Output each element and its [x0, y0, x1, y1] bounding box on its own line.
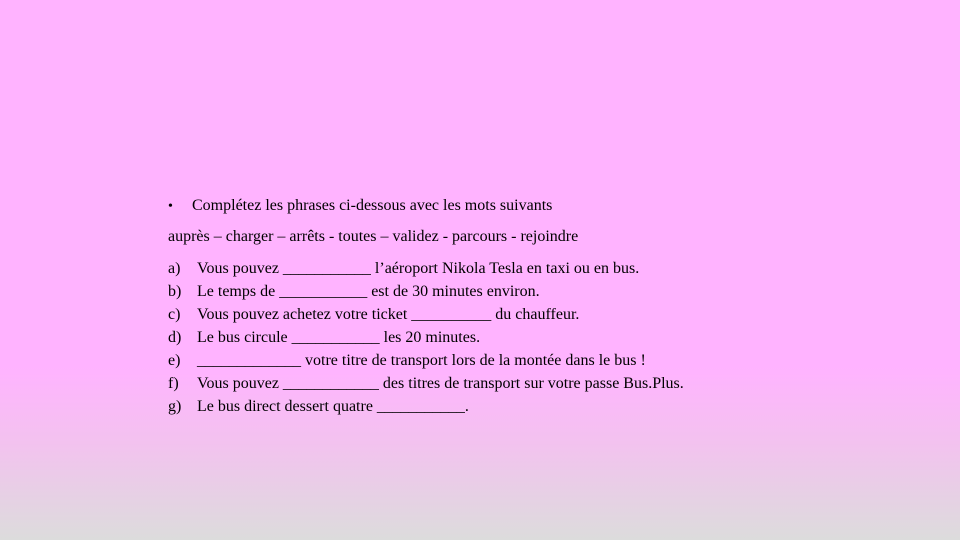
exercise-letter: b) [168, 283, 182, 300]
exercise-item-b [168, 280, 928, 303]
exercise-item-c [168, 303, 928, 326]
exercise-item-a [168, 257, 928, 280]
exercise-sentence: Vous pouvez ____________ des titres de transport sur votre passe Bus.Plus. [197, 375, 684, 392]
exercise-letter: f) [168, 375, 179, 392]
exercise-sentence: Le bus direct dessert quatre ___________. [197, 398, 469, 415]
exercise-letter: d) [168, 329, 182, 346]
exercise-sentence: Le bus circule ___________ les 20 minutes. [197, 329, 481, 346]
exercise-letter: a) [168, 260, 181, 277]
exercise-letter: e) [168, 352, 181, 369]
bullet-icon: • [168, 199, 173, 214]
exercise-letter: c) [168, 306, 181, 323]
word-bank: auprès – charger – arrêts - toutes – validez - parcours - rejoindre [168, 228, 579, 245]
instruction-text: Complétez les phrases ci-dessous avec les mots suivants [192, 197, 553, 214]
exercise-item-g [168, 395, 928, 418]
exercise-letter: g) [168, 398, 182, 415]
exercise-sentence: Vous pouvez ___________ l’aéroport Nikola Tesla en taxi ou en bus. [197, 260, 640, 277]
exercise-item-f [168, 372, 928, 395]
exercise-sentence: Le temps de ___________ est de 30 minutes environ. [197, 283, 540, 300]
instruction-line [168, 194, 928, 217]
exercise-sentence: _____________ votre titre de transport lors de la montée dans le bus ! [197, 352, 646, 369]
exercise-item-e [168, 349, 928, 372]
exercise-content [168, 194, 928, 418]
exercise-list [168, 257, 928, 418]
exercise-item-d [168, 326, 928, 349]
exercise-sentence: Vous pouvez achetez votre ticket __________ du chauffeur. [197, 306, 580, 323]
